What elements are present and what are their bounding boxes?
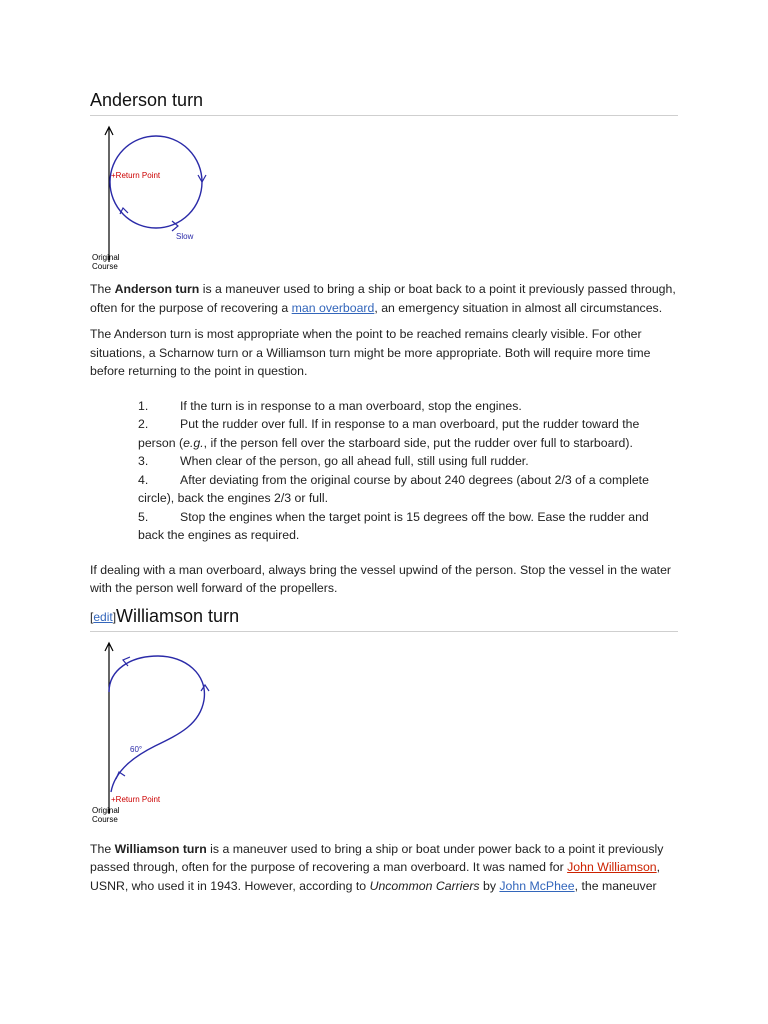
anderson-paragraph-1: The Anderson turn is a maneuver used to bring a ship or boat back to a point it previously passed through, often for the purpose of recovering a man overboard, an emergency situation in almost all circumstances. <box>90 282 676 315</box>
list-item: 2. Put the rudder over full. If in response to a man overboard, put the rudder toward the person (e.g., if the person fell over the starboard side, put the rudder over full to starboard). <box>138 417 640 450</box>
turn-path-circle <box>110 136 202 228</box>
angle-label: 60° <box>130 744 143 754</box>
john-mcphee-link[interactable]: John McPhee <box>499 878 575 893</box>
williamson-turn-diagram <box>90 638 250 830</box>
list-item: 3. When clear of the person, go all ahead full, still using full rudder. <box>138 454 529 468</box>
return-point-label: +Return Point <box>111 794 161 804</box>
original-label: Original <box>92 805 120 815</box>
anderson-heading: Anderson turn <box>90 90 678 116</box>
anderson-paragraph-3: If dealing with a man overboard, always bring the vessel upwind of the person. Stop the vessel in the water with the person well forward of the propellers. <box>90 562 672 595</box>
list-item: 5. Stop the engines when the target point is 15 degrees off the bow. Ease the rudder and back the engines as required. <box>138 509 649 542</box>
williamson-heading: Williamson turn <box>116 605 240 626</box>
course-label: Course <box>92 262 118 271</box>
anderson-turn-diagram <box>90 122 250 272</box>
list-item: 1. If the turn is in response to a man overboard, stop the engines. <box>138 398 522 413</box>
slow-label: Slow <box>176 232 194 241</box>
turn-path <box>109 656 204 792</box>
williamson-paragraph-1: The Williamson turn is a maneuver used to bring a ship or boat under power back to a point it previously passed through, often for the purpose of recovering a man overboard. It was named for John Williamson, USNR, who used it in 1943. However, according to Uncommon Carriers by John McPhee, the maneuver <box>90 841 664 893</box>
edit-section-link[interactable]: edit <box>93 609 113 624</box>
man-overboard-link[interactable]: man overboard <box>291 300 375 315</box>
anderson-paragraph-2: The Anderson turn is most appropriate when the point to be reached remains clearly visible. For other situations, a Scharnow turn or a Williamson turn might be more appropriate. Both will require more time before returning to the point in question. <box>90 327 651 378</box>
williamson-heading-row: [edit]Williamson turn <box>90 606 678 632</box>
article-body <box>90 90 678 895</box>
anderson-steps-list <box>90 397 678 545</box>
john-williamson-link[interactable]: John Williamson <box>567 860 657 874</box>
original-label: Original <box>92 253 120 262</box>
course-label: Course <box>92 814 118 824</box>
direction-arrow <box>116 772 125 779</box>
return-point-label: +Return Point <box>111 171 161 180</box>
list-item: 4. After deviating from the original course by about 240 degrees (about 2/3 of a complete circle), back the engines 2/3 or full. <box>138 472 649 505</box>
